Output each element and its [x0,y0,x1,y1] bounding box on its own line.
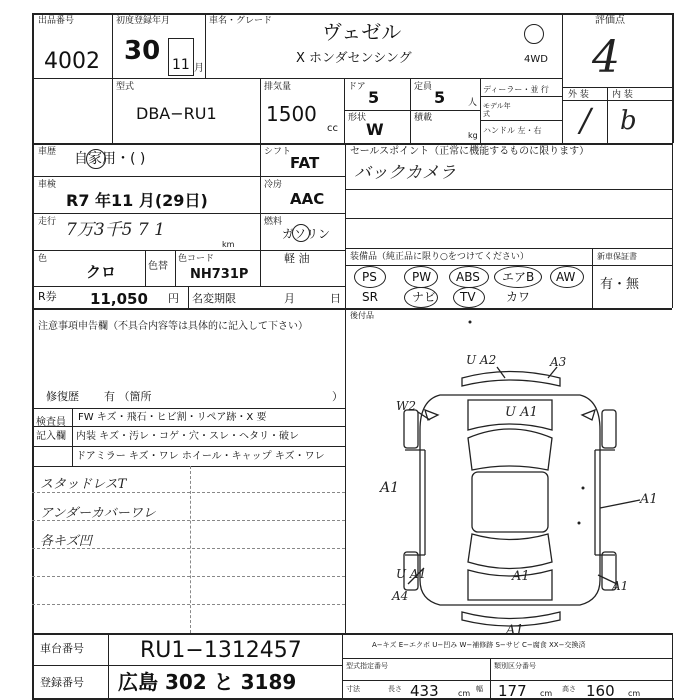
usage: 自家用・( ) [74,151,146,167]
equip-leather: カワ [506,290,531,304]
load-label: 積載 [414,113,433,123]
mark-trunk: A1 [512,569,530,584]
mark-left-rear: U A1 [396,567,427,581]
inspector-row-fw: FW キズ・飛石・ヒビ割・リペア跡・X 要 [78,412,267,423]
aftermarket-label: 後付品 [350,311,374,320]
displacement: 1500 [266,102,317,126]
model-grade-label: 車名・グレード [209,16,273,26]
car-name: ヴェゼル [322,20,402,44]
mark-mirror: W2 [396,399,416,413]
color-code: NH731P [190,267,249,282]
damage-legend: A−キズ E−エクボ U−凹み W−補修跡 S−サビ C−腐食 XX−交換済 [372,641,586,649]
mark-rear-bumper: A1 [506,623,524,638]
notes-label: 注意事項申告欄（不具合内容等は具体的に記入して下さい） [38,321,308,332]
shift: FAT [290,154,320,172]
remark-3: 各キズ凹 [40,534,92,549]
usage-label: 車歴 [38,147,57,157]
reg-month: 11 [172,57,190,73]
score-label: 評価点 [595,15,625,26]
mileage-label: 走行 [38,217,57,227]
drive: 4WD [524,54,548,65]
name-change-day: 日 [330,292,341,305]
equip-abs: ABS [456,270,480,284]
plate: 広島 302 と 3189 [118,670,297,694]
ac: AAC [290,190,325,208]
name-change-label: 名変期限 [192,292,236,305]
mark-left-rear-2: A4 [392,589,409,603]
color-label: 色 [38,254,48,264]
interior-score: b [620,106,637,136]
color-code-label: 色コード [178,254,215,264]
equip-airbag: エアB [502,270,535,284]
height-label: 高さ [562,685,576,693]
repair-close: ） [332,390,343,403]
width-unit: cm [540,689,553,698]
color-change-label: 色替 [148,261,168,272]
mark-right-rear: A1 [612,579,629,593]
equip-ps: PS [362,270,377,284]
class-label: 類別区分番号 [494,662,536,670]
mark-front-bumper: U A2 [466,353,497,367]
dealer-label: ディーラー・並 行 [483,85,549,94]
width: 177 [498,682,527,700]
model-year-label: モデル年式 [483,102,511,118]
yen-unit: 円 [168,292,179,305]
reg-year: 30 [124,36,161,66]
cc-unit: cc [327,123,338,134]
kg-unit: kg [468,131,478,140]
height: 160 [586,682,615,700]
displacement-label: 排気量 [264,82,292,92]
equipment-label: 装備品（純正品に限り○をつけてください） [350,252,529,262]
remark-1: スタッドレスT [40,477,127,492]
size-label: 寸法 [346,685,360,693]
handle-label: ハンドル 左・右 [483,126,542,135]
equip-sr: SR [362,290,378,304]
inspection-label: 車検 [38,180,57,190]
exterior-label: 外 装 [568,90,589,100]
fuel-label: 燃料 [264,217,283,227]
mark-front-right: A3 [550,355,567,369]
capacity-label: 定員 [414,82,433,92]
inspector-row-interior: 内装 キズ・汚レ・コゲ・穴・スレ・ヘタリ・破レ [76,431,299,442]
mark-hood: U A1 [505,405,538,420]
name-change-month: 月 [284,292,295,305]
sales-point-text: バックカメラ [354,163,456,183]
repair-value: 有 （箇所 [104,390,152,403]
width-label: 幅 [476,685,483,693]
color: クロ [86,263,117,281]
shift-label: シフト [264,147,292,157]
length-label: 長さ [388,685,402,693]
body-label: 形状 [348,113,367,123]
remark-2: アンダーカバーワレ [40,506,156,521]
inspector-title-2: 記入欄 [36,431,66,442]
cert-label: 型式指定番号 [346,662,388,670]
new-guarantee: 有・無 [600,277,640,292]
exterior-score: / [580,101,591,139]
equip-pw: PW [412,270,432,284]
recycle-label: R券 [38,290,57,303]
equip-tv: TV [460,290,476,304]
first-reg-label: 初度登録年月 [116,16,171,26]
capacity: 5 [434,88,446,107]
ac-label: 冷房 [264,180,283,190]
auction-no-label: 出品番号 [38,16,75,26]
sales-point-label: セールスポイント（正常に機能するものに限ります） [350,146,590,157]
equip-aw: AW [556,270,576,284]
chassis-label: 車台番号 [40,642,84,655]
persons-unit: 人 [468,98,478,108]
doors-label: ドア [348,82,366,92]
equip-navi: ナビ [412,290,437,304]
month-unit: 月 [194,63,204,74]
score: 4 [592,32,620,83]
grade: X ホンダセンシング [296,51,412,66]
inspector-row-mirror: ドアミラー キズ・ワレ ホイール・キャップ キズ・ワレ [76,451,325,462]
fuel: ガソリン [282,227,331,241]
inspection: R7 年11 月(29日) [66,191,208,210]
auction-no: 4002 [44,49,100,74]
new-guarantee-label: 新車保証書 [597,252,637,261]
light-oil: 軽 油 [284,252,310,265]
chassis-no: RU1−1312457 [140,638,302,663]
model-type-label: 型式 [116,82,135,92]
mark-right-side: A1 [640,492,658,507]
repair-label: 修復歴 [46,390,79,403]
model-type: DBA−RU1 [136,104,217,123]
length-unit: cm [458,689,471,698]
height-unit: cm [628,689,641,698]
km-unit: km [222,240,235,249]
doors: 5 [368,88,380,107]
body: W [366,120,384,139]
inspector-title-1: 検査員 [36,417,66,428]
mark-left-side: A1 [380,480,400,496]
mileage: 7万3千5 7 1 [66,220,165,240]
interior-label: 内 装 [612,90,633,100]
recycle: 11,050 [90,290,148,308]
plate-label: 登録番号 [40,676,84,689]
length: 433 [410,682,439,700]
